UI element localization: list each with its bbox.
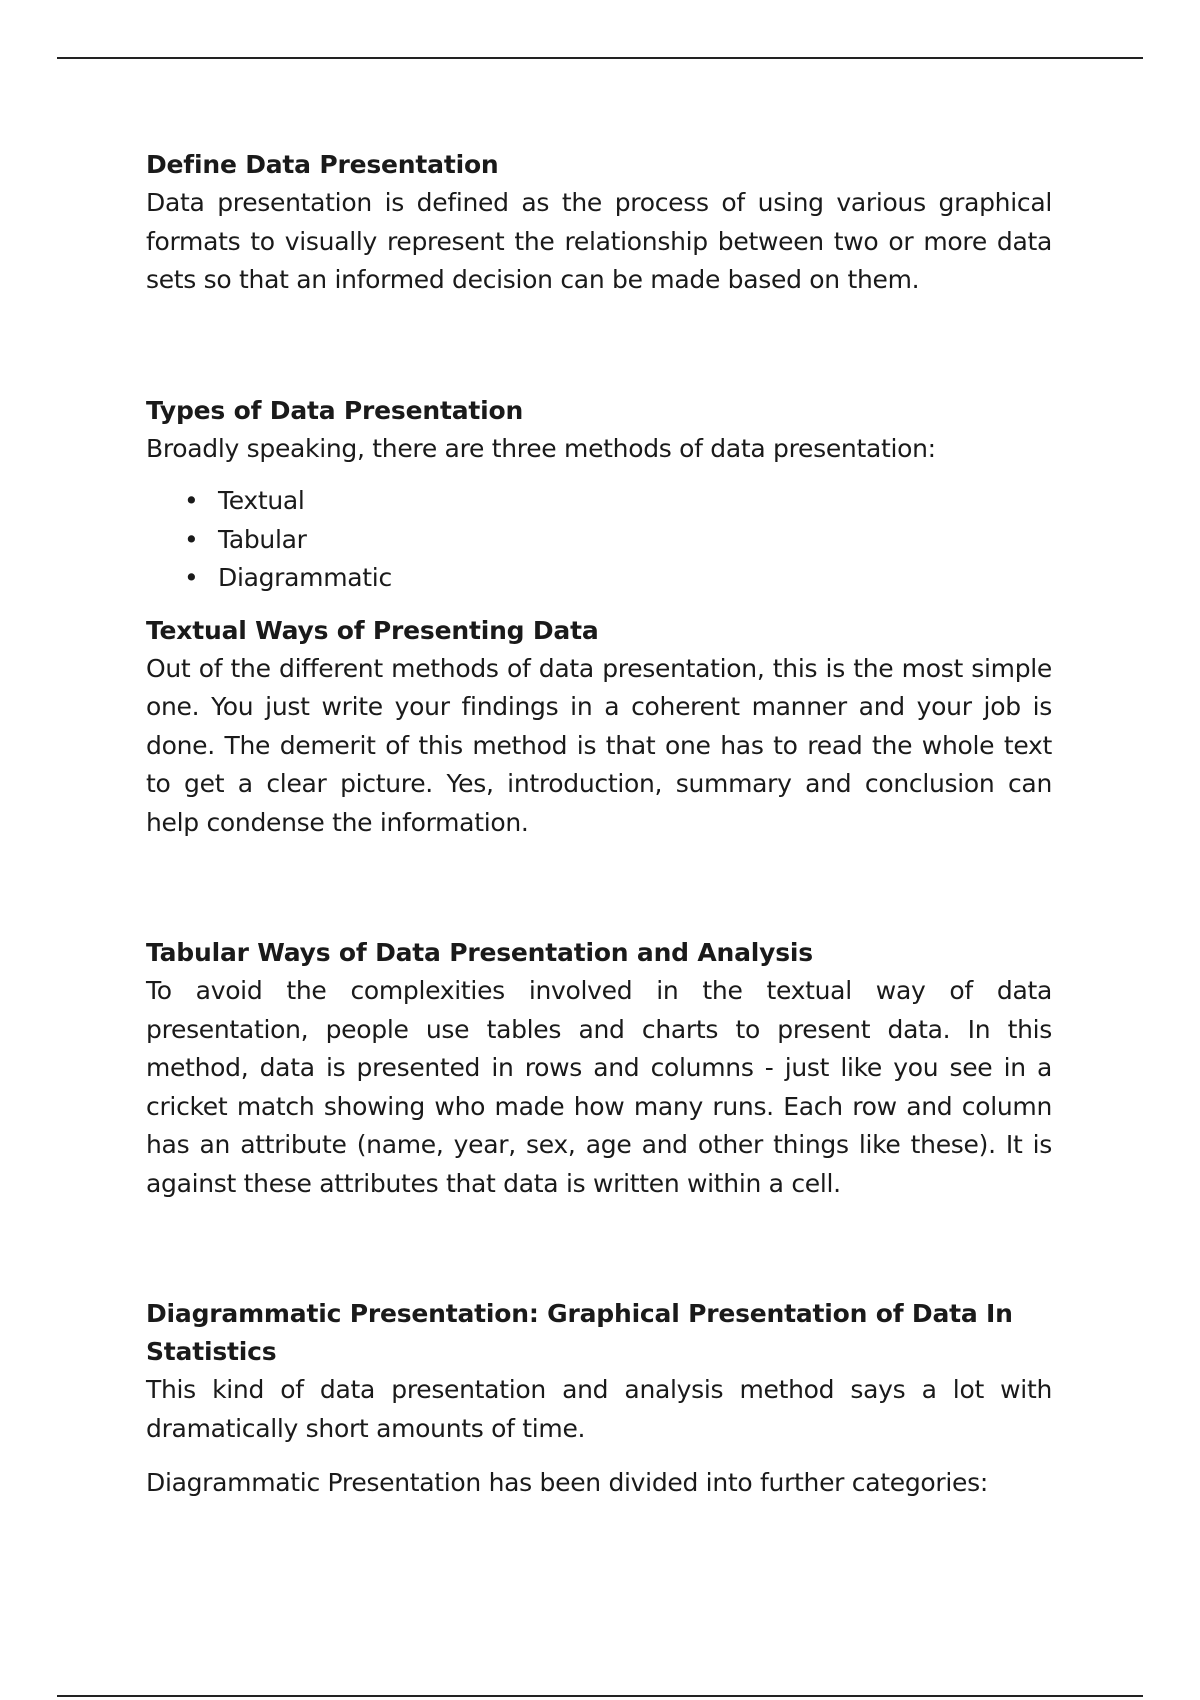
section-heading: Types of Data Presentation [146,395,524,425]
section-paragraph: This kind of data presentation and analysis method says a lot with dramatically short amounts of time. [146,1375,1052,1443]
section-paragraph: Diagrammatic Presentation has been divided into further categories: [146,1468,988,1497]
section-diagrammatic-presentation [146,1295,1052,1503]
list-item-label: Diagrammatic [218,563,392,592]
section-heading: Tabular Ways of Data Presentation and Analysis [146,938,813,967]
section-paragraph: Data presentation is defined as the process of using various graphical formats to visually represent the relationship between two or more data sets so that an informed decision can be made based on them. [146,188,1052,294]
section-paragraph: Out of the different methods of data presentation, this is the most simple one. You just write your findings in a coherent manner and your job is done. The demerit of this method is that one has to read the whole text to get a clear picture. Yes, introduction, summary and conclusion can help condense the information. [146,653,1052,837]
section-heading: Textual Ways of Presenting Data [146,615,599,645]
bullet-icon: • [184,524,199,554]
section-heading: Define Data Presentation [146,150,499,179]
top-rule [57,57,1143,59]
list-item-label: Tabular [218,524,307,554]
section-define-data-presentation [146,146,1052,300]
list-item [146,521,1052,560]
spacer [146,1203,1052,1295]
spacer [146,842,1052,934]
list-item [146,559,1052,598]
bottom-rule [57,1695,1143,1697]
section-heading: Diagrammatic Presentation: Graphical Presentation of Data In Statistics [146,1299,1013,1366]
section-paragraph: To avoid the complexities involved in the textual way of data presentation, people use tables and charts to present data. In this method, data is presented in rows and columns - just like you see in a cricket match showing who made how many runs. Each row and column has an attribute (name, year, sex, age and other things like these). It is against these attributes that data is written within a cell. [146,976,1052,1198]
list-item-label: Textual [218,486,305,515]
section-textual-ways [146,612,1052,843]
section-tabular-ways [146,934,1052,1203]
section-paragraph: Broadly speaking, there are three methods of data presentation: [146,433,936,463]
spacer [146,300,1052,392]
section-types-of-data-presentation [146,392,1052,598]
spacer [146,1448,1052,1464]
bullet-icon: • [184,563,199,592]
bullet-icon: • [184,486,199,515]
list-item [146,482,1052,521]
document-body [146,146,1052,1503]
methods-list [146,482,1052,598]
